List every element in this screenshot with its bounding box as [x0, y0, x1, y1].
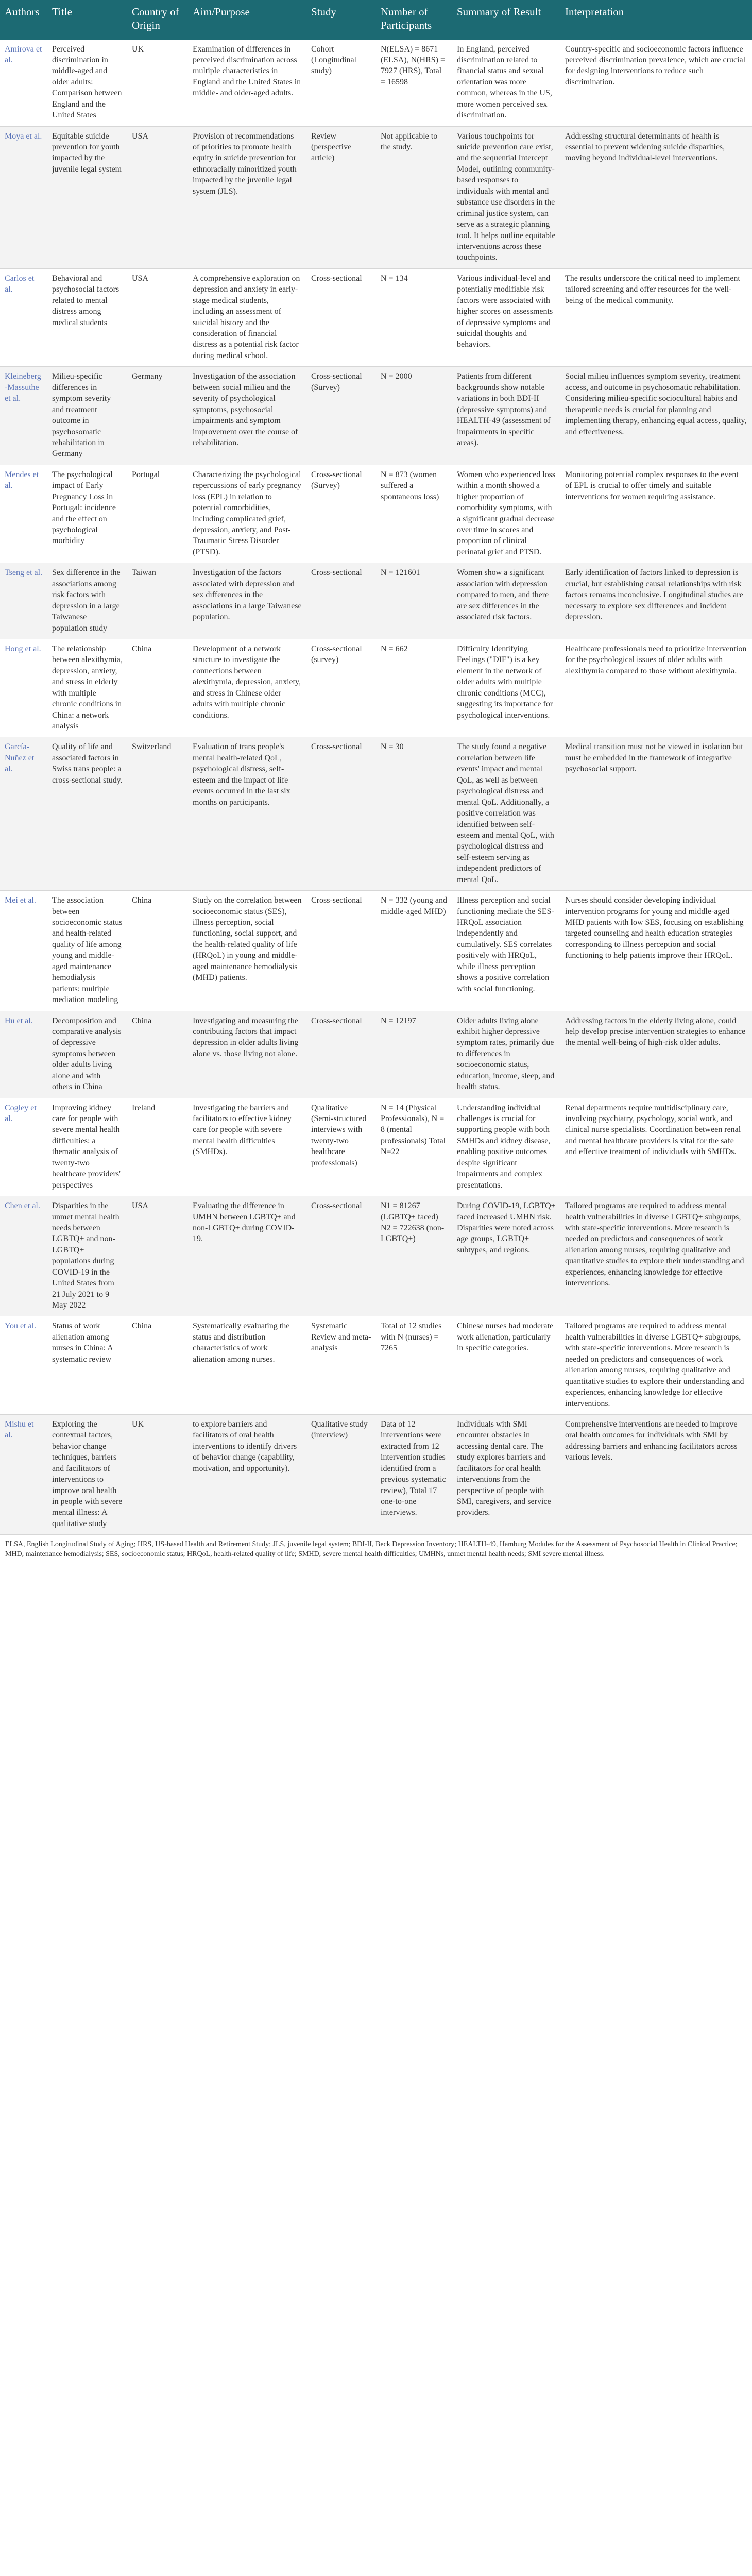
- study-design-cell: Cross-sectional (Survey): [306, 367, 376, 465]
- summary-cell: The study found a negative correlation between life events' impact and mental QoL, as well as between psychological distress and mental QoL. Additionally, a positive correlation was identified between self-esteem and mental QoL, with psychological distress and self-esteem serving as independent predictors of mental QoL.: [452, 737, 560, 891]
- authors-cell[interactable]: Hu et al.: [0, 1011, 47, 1098]
- summary-cell: Illness perception and social functioning mediate the SES-HRQoL association independently and cumulatively. SES correlates positively with HRQoL, while illness perception shows a positive correlation with social functioning.: [452, 891, 560, 1011]
- title-cell: Improving kidney care for people with severe mental health difficulties: a thematic analysis of twenty-two healthcare providers' perspectives: [47, 1098, 127, 1196]
- aim-cell: Investigation of the factors associated with depression and sex differences in the associations in a large Taiwanese population.: [188, 563, 306, 639]
- aim-cell: Investigating and measuring the contributing factors that impact depression in older adults living alone vs. those living not alone.: [188, 1011, 306, 1098]
- study-design-cell: Cross-sectional: [306, 268, 376, 367]
- study-design-cell: Cross-sectional (Survey): [306, 465, 376, 563]
- header-interpretation: Interpretation: [560, 0, 752, 40]
- summary-cell: Chinese nurses had moderate work alienation, particularly in specific categories.: [452, 1316, 560, 1415]
- summary-cell: Patients from different backgrounds show notable variations in both BDI-II (depressive symptoms) and HEALTH-49 (assessment of impairments in specific areas).: [452, 367, 560, 465]
- study-design-cell: Cross-sectional: [306, 1011, 376, 1098]
- title-cell: Behavioral and psychosocial factors related to mental distress among medical students: [47, 268, 127, 367]
- study-design-cell: Systematic Review and meta-analysis: [306, 1316, 376, 1415]
- study-design-cell: Review (perspective article): [306, 126, 376, 268]
- header-title: Title: [47, 0, 127, 40]
- study-design-cell: Cohort (Longitudinal study): [306, 40, 376, 127]
- participants-cell: N = 12197: [376, 1011, 452, 1098]
- interpretation-cell: Tailored programs are required to address mental health vulnerabilities in diverse LGBTQ+ subgroups, with state-specific interventions. More research is needed on predictors and consequences of work alienation among nurses, requiring qualitative and quantitative studies to explore their understanding and experiences, enhancing knowledge for effective interventions.: [560, 1316, 752, 1415]
- authors-cell[interactable]: Mei et al.: [0, 891, 47, 1011]
- study-design-cell: Cross-sectional: [306, 563, 376, 639]
- country-cell: China: [127, 1011, 188, 1098]
- authors-cell[interactable]: García-Nuñez et al.: [0, 737, 47, 891]
- title-cell: Quality of life and associated factors in Swiss trans people: a cross-sectional study.: [47, 737, 127, 891]
- title-cell: Milieu-specific differences in symptom severity and treatment outcome in psychosomatic rehabilitation in Germany: [47, 367, 127, 465]
- aim-cell: Characterizing the psychological repercussions of early pregnancy loss (EPL) in relation to potential comorbidities, including complicated grief, depression, anxiety, and Post-Traumatic Stress Disorder (PTSD).: [188, 465, 306, 563]
- header-country: Country of Origin: [127, 0, 188, 40]
- summary-cell: Difficulty Identifying Feelings ("DIF") is a key element in the network of older adults with multiple chronic conditions (MCC), suggesting its importance for psychological interventions.: [452, 639, 560, 737]
- participants-cell: N1 = 81267 (LGBTQ+ faced) N2 = 722638 (non-LGBTQ+): [376, 1196, 452, 1316]
- interpretation-cell: Addressing factors in the elderly living alone, could help develop precise intervention strategies to enhance the mental well-being of high-risk older adults.: [560, 1011, 752, 1098]
- study-design-cell: Cross-sectional: [306, 1196, 376, 1316]
- aim-cell: Evaluating the difference in UMHN between LGBTQ+ and non-LGBTQ+ during COVID-19.: [188, 1196, 306, 1316]
- table-row: [0, 465, 752, 563]
- table-footnote: ELSA, English Longitudinal Study of Aging; HRS, US-based Health and Retirement Study; JLS, juvenile legal system; BDI-II, Beck Depression Inventory; HEALTH-49, Hamburg Modules for the Assessment of Psychosocial Health in Clinical Practice; MHD, maintenance hemodialysis; SES, socioeconomic status; HRQoL, health-related quality of life; SMHD, severe mental health difficulties; UMHNs, unmet mental health needs; SMI severe mental illness.: [5, 1540, 738, 1558]
- participants-cell: N = 14 (Physical Professionals), N = 8 (mental professionals) Total N=22: [376, 1098, 452, 1196]
- authors-cell[interactable]: Carlos et al.: [0, 268, 47, 367]
- country-cell: USA: [127, 126, 188, 268]
- header-summary: Summary of Result: [452, 0, 560, 40]
- title-cell: The association between socioeconomic status and health-related quality of life among young and middle-aged maintenance hemodialysis patients: multiple mediation modeling: [47, 891, 127, 1011]
- authors-cell[interactable]: Amirova et al.: [0, 40, 47, 127]
- title-cell: Perceived discrimination in middle-aged and older adults: Comparison between England and the United States: [47, 40, 127, 127]
- participants-cell: N = 30: [376, 737, 452, 891]
- participants-cell: N = 873 (women suffered a spontaneous loss): [376, 465, 452, 563]
- country-cell: Ireland: [127, 1098, 188, 1196]
- aim-cell: Provision of recommendations of priorities to promote health equity in suicide prevention for ethnoracially minoritized youth impacted by the juvenile legal system (JLS).: [188, 126, 306, 268]
- participants-cell: Not applicable to the study.: [376, 126, 452, 268]
- interpretation-cell: Comprehensive interventions are needed to improve oral health outcomes for individuals with SMI by addressing barriers and enhancing facilitators across various levels.: [560, 1414, 752, 1534]
- title-cell: Disparities in the unmet mental health needs between LGBTQ+ and non-LGBTQ+ populations during COVID-19 in the United States from 21 July 2021 to 9 May 2022: [47, 1196, 127, 1316]
- authors-cell[interactable]: Moya et al.: [0, 126, 47, 268]
- header-authors: Authors: [0, 0, 47, 40]
- interpretation-cell: Medical transition must not be viewed in isolation but must be embedded in the framework of integrative psychosocial support.: [560, 737, 752, 891]
- participants-cell: N(ELSA) = 8671 (ELSA), N(HRS) = 7927 (HRS), Total = 16598: [376, 40, 452, 127]
- summary-cell: Various individual-level and potentially modifiable risk factors were associated with higher scores on assessments of depressive symptoms and suicidal thoughts and behaviors.: [452, 268, 560, 367]
- table-body: [0, 40, 752, 1535]
- table-row: [0, 367, 752, 465]
- aim-cell: to explore barriers and facilitators of oral health interventions to identify drivers of behavior change (capability, motivation, and opportunity).: [188, 1414, 306, 1534]
- interpretation-cell: Monitoring potential complex responses to the event of EPL is crucial to offer timely and suitable interventions for women requiring assistance.: [560, 465, 752, 563]
- title-cell: Equitable suicide prevention for youth impacted by the juvenile legal system: [47, 126, 127, 268]
- participants-cell: N = 662: [376, 639, 452, 737]
- authors-cell[interactable]: Cogley et al.: [0, 1098, 47, 1196]
- country-cell: China: [127, 1316, 188, 1415]
- country-cell: Portugal: [127, 465, 188, 563]
- aim-cell: Examination of differences in perceived discrimination across multiple characteristics in England and the United States in middle- and older-aged adults.: [188, 40, 306, 127]
- header-aim: Aim/Purpose: [188, 0, 306, 40]
- authors-cell[interactable]: Mishu et al.: [0, 1414, 47, 1534]
- country-cell: Germany: [127, 367, 188, 465]
- study-design-cell: Qualitative study (interview): [306, 1414, 376, 1534]
- table-row: [0, 268, 752, 367]
- table-header-row: [0, 0, 752, 40]
- summary-cell: Understanding individual challenges is crucial for supporting people with both SMHDs and kidney disease, enabling positive outcomes despite significant impairments and complex presentations.: [452, 1098, 560, 1196]
- country-cell: China: [127, 891, 188, 1011]
- aim-cell: Development of a network structure to investigate the connections between alexithymia, depression, anxiety, and stress in Chinese older adults with multiple chronic conditions.: [188, 639, 306, 737]
- title-cell: Exploring the contextual factors, behavior change techniques, barriers and facilitators of interventions to improve oral health in people with severe mental illness: A qualitative study: [47, 1414, 127, 1534]
- interpretation-cell: Addressing structural determinants of health is essential to prevent widening suicide disparities, moving beyond individual-level interventions.: [560, 126, 752, 268]
- summary-cell: Older adults living alone exhibit higher depressive symptom rates, primarily due to differences in socioeconomic status, education, income, sleep, and health status.: [452, 1011, 560, 1098]
- table-row: [0, 40, 752, 127]
- participants-cell: N = 2000: [376, 367, 452, 465]
- country-cell: UK: [127, 1414, 188, 1534]
- table-row: [0, 639, 752, 737]
- table-row: [0, 1316, 752, 1415]
- table-row: [0, 891, 752, 1011]
- participants-cell: N = 121601: [376, 563, 452, 639]
- participants-cell: Total of 12 studies with N (nurses) = 7265: [376, 1316, 452, 1415]
- interpretation-cell: Nurses should consider developing individual intervention programs for young and middle-aged MHD patients with low SES, focusing on establishing targeted counseling and health education strategies corresponding to illness perception and social functioning to help patients improve their HRQoL.: [560, 891, 752, 1011]
- interpretation-cell: Country-specific and socioeconomic factors influence perceived discrimination prevalence, which are crucial for designing interventions to reduce such discrimination.: [560, 40, 752, 127]
- authors-cell[interactable]: You et al.: [0, 1316, 47, 1415]
- interpretation-cell: Tailored programs are required to address mental health vulnerabilities in diverse LGBTQ+ subgroups, with state-specific interventions. More research is needed on predictors and consequences of work alienation among nurses, requiring qualitative and quantitative studies to explore their understanding and experiences, enhancing knowledge for effective interventions.: [560, 1196, 752, 1316]
- summary-cell: Various touchpoints for suicide prevention care exist, and the sequential Intercept Model, outlining community-based responses to individuals with mental and substance use disorders in the criminal justice system, can serve as a strategic planning tool. It helps outline equitable interventions across these touchpoints.: [452, 126, 560, 268]
- summary-cell: Women who experienced loss within a month showed a higher proportion of comorbidity symptoms, with a significant gradual decrease over time in scores and proportion of clinical perinatal grief and PTSD.: [452, 465, 560, 563]
- authors-cell[interactable]: Kleineberg-Massuthe et al.: [0, 367, 47, 465]
- study-design-cell: Qualitative (Semi-structured interviews with twenty-two healthcare professionals): [306, 1098, 376, 1196]
- interpretation-cell: Renal departments require multidisciplinary care, involving psychiatry, psychology, social work, and clinical nurse specialists. Coordination between renal and mental healthcare providers is vital for the safe and effective treatment of individuals with SMHDs.: [560, 1098, 752, 1196]
- title-cell: Decomposition and comparative analysis of depressive symptoms between older adults living alone and with others in China: [47, 1011, 127, 1098]
- table-row: [0, 563, 752, 639]
- country-cell: China: [127, 639, 188, 737]
- authors-cell[interactable]: Hong et al.: [0, 639, 47, 737]
- title-cell: Sex difference in the associations among risk factors with depression in a large Taiwanese population study: [47, 563, 127, 639]
- aim-cell: Investigation of the association between social milieu and the severity of psychological symptoms, psychosocial impairments and symptom improvement over the course of rehabilitation.: [188, 367, 306, 465]
- authors-cell[interactable]: Mendes et al.: [0, 465, 47, 563]
- participants-cell: Data of 12 interventions were extracted from 12 intervention studies identified from a previous systematic review), Total 17 one-to-one interviews.: [376, 1414, 452, 1534]
- header-design: Study: [306, 0, 376, 40]
- interpretation-cell: Healthcare professionals need to prioritize intervention for the psychological issues of older adults with alexithymia compared to those without alexithymia.: [560, 639, 752, 737]
- authors-cell[interactable]: Chen et al.: [0, 1196, 47, 1316]
- country-cell: Taiwan: [127, 563, 188, 639]
- table-row: [0, 126, 752, 268]
- header-number: Number of Participants: [376, 0, 452, 40]
- authors-cell[interactable]: Tseng et al.: [0, 563, 47, 639]
- interpretation-cell: The results underscore the critical need to implement tailored screening and offer resources for the well-being of the medical community.: [560, 268, 752, 367]
- table-row: [0, 1098, 752, 1196]
- country-cell: UK: [127, 40, 188, 127]
- study-design-cell: Cross-sectional (survey): [306, 639, 376, 737]
- country-cell: USA: [127, 1196, 188, 1316]
- participants-cell: N = 332 (young and middle-aged MHD): [376, 891, 452, 1011]
- aim-cell: A comprehensive exploration on depression and anxiety in early-stage medical students, including an assessment of suicidal history and the consideration of financial distress as a potential risk factor during medical school.: [188, 268, 306, 367]
- table-row: [0, 737, 752, 891]
- title-cell: The psychological impact of Early Pregnancy Loss in Portugal: incidence and the effect on psychological morbidity: [47, 465, 127, 563]
- title-cell: Status of work alienation among nurses in China: A systematic review: [47, 1316, 127, 1415]
- aim-cell: Systematically evaluating the status and distribution characteristics of work alienation among nurses.: [188, 1316, 306, 1415]
- participants-cell: N = 134: [376, 268, 452, 367]
- country-cell: USA: [127, 268, 188, 367]
- table-row: [0, 1414, 752, 1534]
- summary-cell: Individuals with SMI encounter obstacles in accessing dental care. The study explores barriers and facilitators for oral health interventions from the perspective of people with SMI, caregivers, and service providers.: [452, 1414, 560, 1534]
- study-design-cell: Cross-sectional: [306, 737, 376, 891]
- summary-cell: In England, perceived discrimination related to financial status and sexual orientation was more common, whereas in the US, more women perceived sex discrimination.: [452, 40, 560, 127]
- summary-cell: Women show a significant association with depression compared to men, and there are sex differences in the associated risk factors.: [452, 563, 560, 639]
- country-cell: Switzerland: [127, 737, 188, 891]
- interpretation-cell: Social milieu influences symptom severity, treatment access, and outcome in psychosomatic rehabilitation. Considering milieu-specific sociocultural habits and therapeutic needs is crucial for planning and implementing therapy, enhancing equal access, quality, and effectiveness.: [560, 367, 752, 465]
- table-row: [0, 1011, 752, 1098]
- summary-cell: During COVID-19, LGBTQ+ faced increased UMHN risk. Disparities were noted across age groups, LGBTQ+ subtypes, and regions.: [452, 1196, 560, 1316]
- aim-cell: Evaluation of trans people's mental health-related QoL, psychological distress, self-esteem and the impact of life events occurred in the last six months on participants.: [188, 737, 306, 891]
- aim-cell: Investigating the barriers and facilitators to effective kidney care for people with severe mental health difficulties (SMHDs).: [188, 1098, 306, 1196]
- interpretation-cell: Early identification of factors linked to depression is crucial, but establishing causal relationships with risk factors remains inconclusive. Longitudinal studies are necessary to explore sex differences and incident depression.: [560, 563, 752, 639]
- table-row: [0, 1196, 752, 1316]
- title-cell: The relationship between alexithymia, depression, anxiety, and stress in elderly with multiple chronic conditions in China: a network analysis: [47, 639, 127, 737]
- study-design-cell: Cross-sectional: [306, 891, 376, 1011]
- aim-cell: Study on the correlation between socioeconomic status (SES), illness perception, social functioning, social support, and the health-related quality of life (HRQoL) in young and middle-aged maintenance hemodialysis (MHD) patients.: [188, 891, 306, 1011]
